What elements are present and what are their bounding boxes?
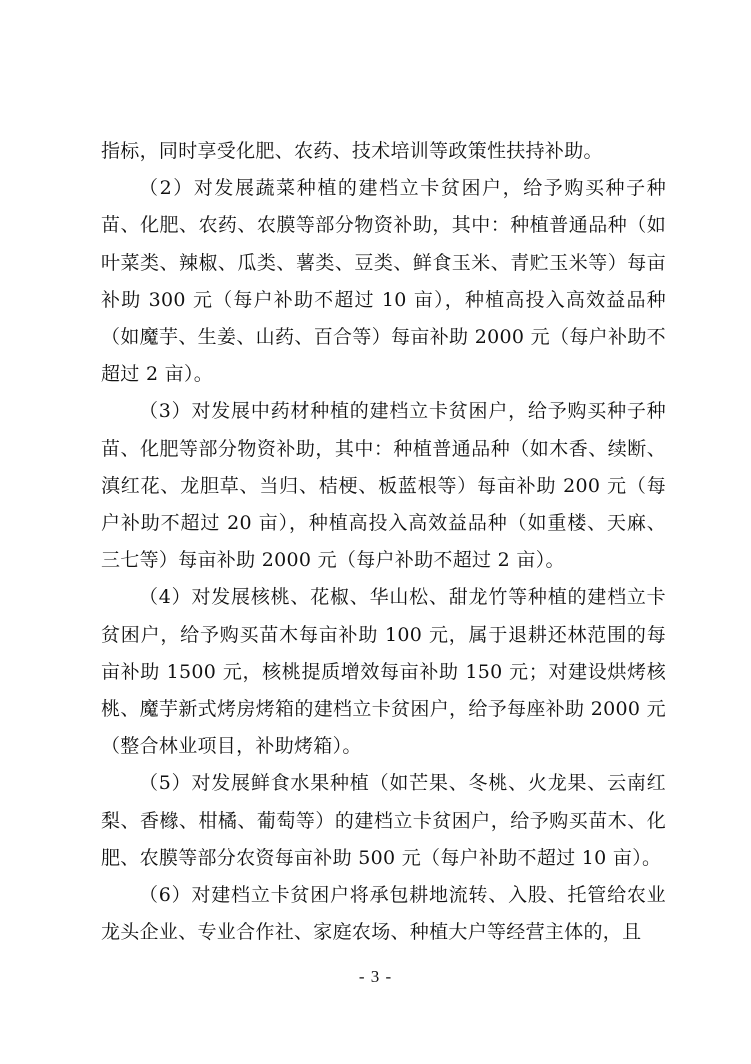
paragraph-continuation: 指标，同时享受化肥、农药、技术培训等政策性扶持补助。: [101, 140, 603, 162]
paragraph-item-5-fruit: （5）对发展鲜食水果种植（如芒果、冬桃、火龙果、云南红梨、香橼、柑橘、葡萄等）的建档立卡贫困户，给予购买苗木、化肥、农膜等部分农资每亩补助 500 元（每户补助不超过 10 亩）。: [101, 772, 666, 869]
paragraph-item-3-herbs: （3）对发展中药材种植的建档立卡贫困户，给予购买种子种苗、化肥等部分物资补助，其中：种植普通品种（如木香、续断、滇红花、龙胆草、当归、桔梗、板蓝根等）每亩补助 200 元（每户补助不超过 20 亩），种植高投入高效益品种（如重楼、天麻、三七等）每亩补助 2000 元（每户补助不超过 2 亩）。: [101, 400, 666, 572]
paragraph-item-2-vegetables: （2）对发展蔬菜种植的建档立卡贫困户，给予购买种子种苗、化肥、农药、农膜等部分物资补助，其中：种植普通品种（如叶菜类、辣椒、瓜类、薯类、豆类、鲜食玉米、青贮玉米等）每亩补助 300 元（每户补助不超过 10 亩），种植高投入高效益品种（如魔芋、生姜、山药、百合等）每亩补助 2000 元（每户补助不超过 2 亩）。: [101, 177, 666, 386]
paragraph-item-6-land-transfer: （6）对建档立卡贫困户将承包耕地流转、入股、托管给农业龙头企业、专业合作社、家庭农场、种植大户等经营主体的，且: [101, 884, 666, 944]
page-number: - 3 -: [358, 967, 393, 986]
paragraph-item-4-walnut-pepper: （4）对发展核桃、花椒、华山松、甜龙竹等种植的建档立卡贫困户，给予购买苗木每亩补助 100 元，属于退耕还林范围的每亩补助 1500 元，核桃提质增效每亩补助 150 元；对建设烘烤核桃、魔芋新式烤房烤箱的建档立卡贫困户，给予每座补助 2000 元（整合林业项目，补助烤箱）。: [101, 586, 666, 758]
body-text: [101, 133, 666, 951]
